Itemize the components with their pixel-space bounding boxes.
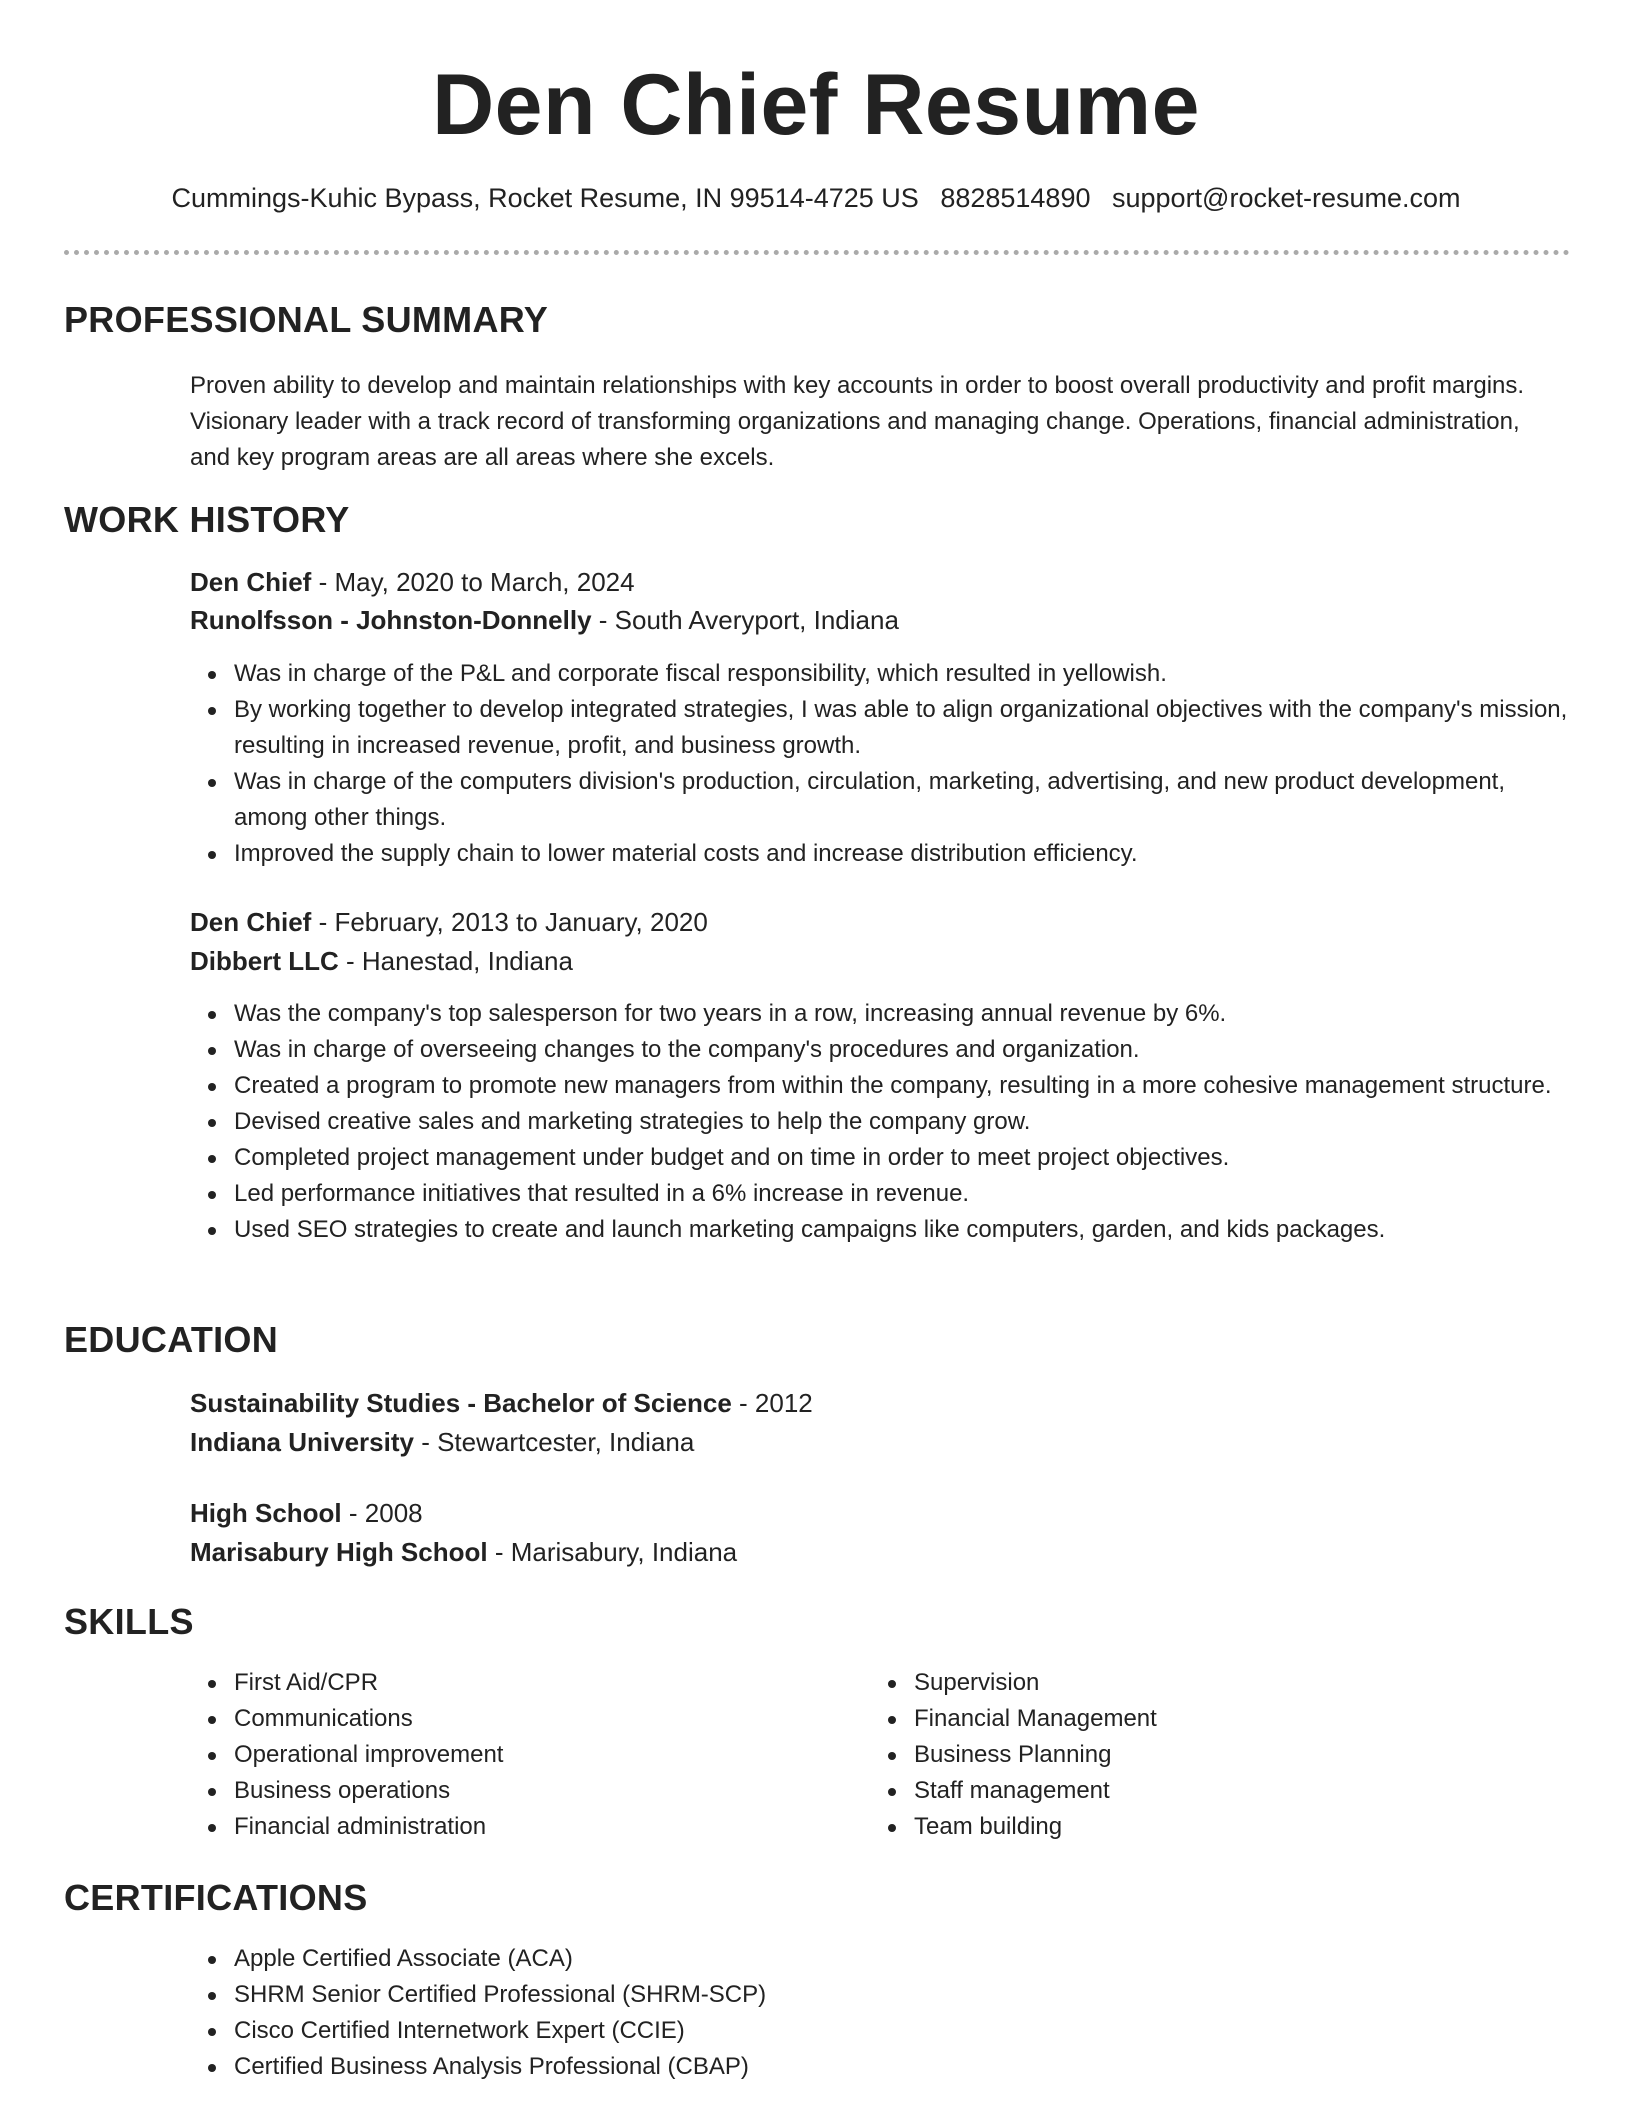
list-item: Staff management xyxy=(870,1773,1510,1809)
list-item: Business operations xyxy=(190,1773,830,1809)
education-school-line xyxy=(190,1423,694,1461)
job-company-line xyxy=(190,942,573,980)
education-degree: High School xyxy=(190,1498,342,1528)
education-year: - 2012 xyxy=(731,1388,813,1418)
list-item: Was in charge of the computers division's production, circulation, marketing, advertising, and new product development, among other things. xyxy=(190,764,1570,836)
list-item: Financial administration xyxy=(190,1809,830,1845)
list-item: Operational improvement xyxy=(190,1737,830,1773)
list-item: Completed project management under budget and on time in order to meet project objectives. xyxy=(190,1140,1570,1176)
list-item: Certified Business Analysis Professional (CBAP) xyxy=(190,2049,1570,2085)
resume-title: Den Chief Resume xyxy=(432,57,1200,153)
job-location: - South Averyport, Indiana xyxy=(591,605,899,635)
header-divider xyxy=(64,250,1570,255)
section-title-education: EDUCATION xyxy=(64,1319,279,1360)
list-item: Team building xyxy=(870,1809,1510,1845)
job-dates: - May, 2020 to March, 2024 xyxy=(311,567,635,597)
list-item: Led performance initiatives that resulted in a 6% increase in revenue. xyxy=(190,1176,1570,1212)
education-school: Indiana University xyxy=(190,1427,414,1457)
job-company: Dibbert LLC xyxy=(190,946,339,976)
list-item: Was in charge of the P&L and corporate fiscal responsibility, which resulted in yellowish. xyxy=(190,656,1570,692)
list-item: Supervision xyxy=(870,1665,1510,1701)
education-degree-line xyxy=(190,1494,423,1532)
job-bullets xyxy=(190,656,1570,872)
certifications-list xyxy=(190,1941,1570,2085)
list-item: Was the company's top salesperson for two years in a row, increasing annual revenue by 6%. xyxy=(190,996,1570,1032)
section-title-certifications: CERTIFICATIONS xyxy=(64,1877,368,1918)
skills-list-left xyxy=(190,1665,830,1845)
education-location: - Marisabury, Indiana xyxy=(487,1537,738,1567)
job-location: - Hanestad, Indiana xyxy=(338,946,573,976)
job-role: Den Chief xyxy=(190,567,312,597)
education-degree: Sustainability Studies - Bachelor of Science xyxy=(190,1388,732,1418)
list-item: Used SEO strategies to create and launch marketing campaigns like computers, garden, and kids packages. xyxy=(190,1212,1570,1248)
job-dates: - February, 2013 to January, 2020 xyxy=(311,907,708,937)
list-item: Devised creative sales and marketing strategies to help the company grow. xyxy=(190,1104,1570,1140)
contact-phone: 8828514890 xyxy=(940,183,1091,213)
list-item: Financial Management xyxy=(870,1701,1510,1737)
list-item: Improved the supply chain to lower material costs and increase distribution efficiency. xyxy=(190,836,1570,872)
education-school-line xyxy=(190,1533,737,1571)
contact-address: Cummings-Kuhic Bypass, Rocket Resume, IN 99514-4725 US xyxy=(171,183,919,213)
skills-list-right xyxy=(870,1665,1510,1845)
job-bullets xyxy=(190,996,1570,1248)
list-item: By working together to develop integrated strategies, I was able to align organizational objectives with the company's mission, resulting in increased revenue, profit, and business growth. xyxy=(190,692,1570,764)
contact-info xyxy=(0,180,1632,216)
education-year: - 2008 xyxy=(341,1498,423,1528)
list-item: Created a program to promote new managers from within the company, resulting in a more cohesive management structure. xyxy=(190,1068,1570,1104)
list-item: Apple Certified Associate (ACA) xyxy=(190,1941,1570,1977)
list-item: Cisco Certified Internetwork Expert (CCIE) xyxy=(190,2013,1570,2049)
job-title-line xyxy=(190,563,635,601)
list-item: Communications xyxy=(190,1701,830,1737)
list-item: Was in charge of overseeing changes to the company's procedures and organization. xyxy=(190,1032,1570,1068)
section-title-work: WORK HISTORY xyxy=(64,499,350,540)
job-title-line xyxy=(190,903,708,941)
summary-text: Proven ability to develop and maintain relationships with key accounts in order to boost overall productivity and profit margins. Visionary leader with a track record of transforming organizations and managing change. Operations, financial administration, and key program areas are all areas where she excels. xyxy=(190,372,1525,471)
job-role: Den Chief xyxy=(190,907,312,937)
education-degree-line xyxy=(190,1384,813,1422)
section-title-skills: SKILLS xyxy=(64,1601,194,1642)
list-item: Business Planning xyxy=(870,1737,1510,1773)
list-item: First Aid/CPR xyxy=(190,1665,830,1701)
contact-email: support@rocket-resume.com xyxy=(1112,183,1461,213)
job-company-line xyxy=(190,601,899,639)
list-item: SHRM Senior Certified Professional (SHRM-SCP) xyxy=(190,1977,1570,2013)
job-company: Runolfsson - Johnston-Donnelly xyxy=(190,605,592,635)
education-location: - Stewartcester, Indiana xyxy=(413,1427,695,1457)
education-school: Marisabury High School xyxy=(190,1537,488,1567)
section-title-summary: PROFESSIONAL SUMMARY xyxy=(64,299,549,340)
